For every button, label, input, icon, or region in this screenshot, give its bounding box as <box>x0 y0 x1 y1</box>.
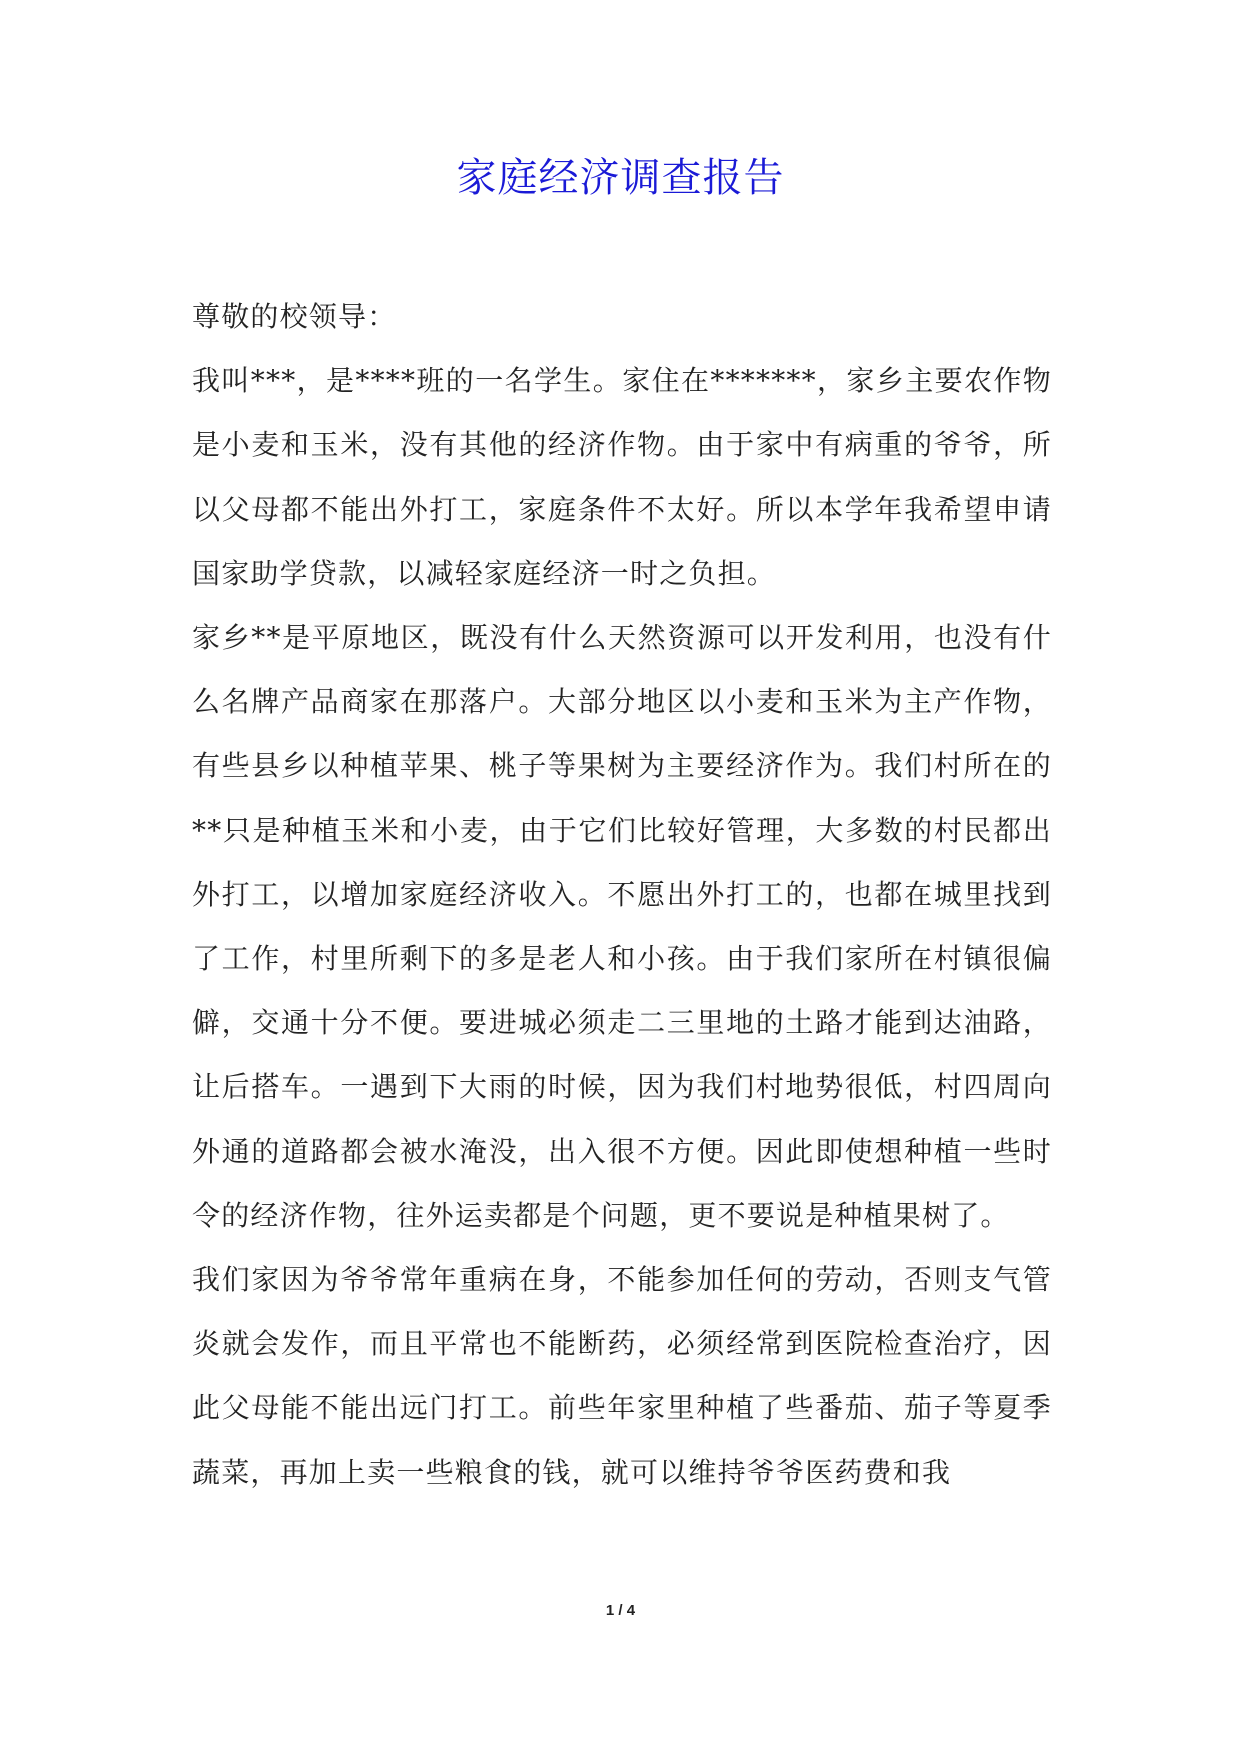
paragraph-2: 家乡**是平原地区，既没有什么天然资源可以开发利用，也没有什么名牌产品商家在那落户。大部分地区以小麦和玉米为主产作物，有些县乡以种植苹果、桃子等果树为主要经济作为。我们村所在的**只是种植玉米和小麦，由于它们比较好管理，大多数的村民都出外打工，以增加家庭经济收入。不愿出外打工的，也都在城里找到了工作，村里所剩下的多是老人和小孩。由于我们家所在村镇很偏僻，交通十分不便。要进城必须走二三里地的土路才能到达油路，让后搭车。一遇到下大雨的时候，因为我们村地势很低，村四周向外通的道路都会被水淹没，出入很不方便。因此即使想种植一些时令的经济作物，往外运卖都是个问题，更不要说是种植果树了。 <box>192 621 1052 1232</box>
page-number: 1 / 4 <box>605 1602 636 1619</box>
paragraph-3: 我们家因为爷爷常年重病在身，不能参加任何的劳动，否则支气管炎就会发作，而且平常也不能断药，必须经常到医院检查治疗，因此父母能不能出远门打工。前些年家里种植了些番茄、茄子等夏季蔬菜，再加上卖一些粮食的钱，就可以维持爷爷医药费和我 <box>192 1263 1052 1489</box>
paragraph-1: 我叫***，是****班的一名学生。家住在*******，家乡主要农作物是小麦和玉米，没有其他的经济作物。由于家中有病重的爷爷，所以父母都不能出外打工，家庭条件不太好。所以本学年我希望申请国家助学贷款，以减轻家庭经济一时之负担。 <box>192 364 1052 590</box>
document-title: 家庭经济调查报告 <box>456 155 785 201</box>
salutation: 尊敬的校领导： <box>192 300 397 333</box>
document-body <box>192 285 1052 1505</box>
